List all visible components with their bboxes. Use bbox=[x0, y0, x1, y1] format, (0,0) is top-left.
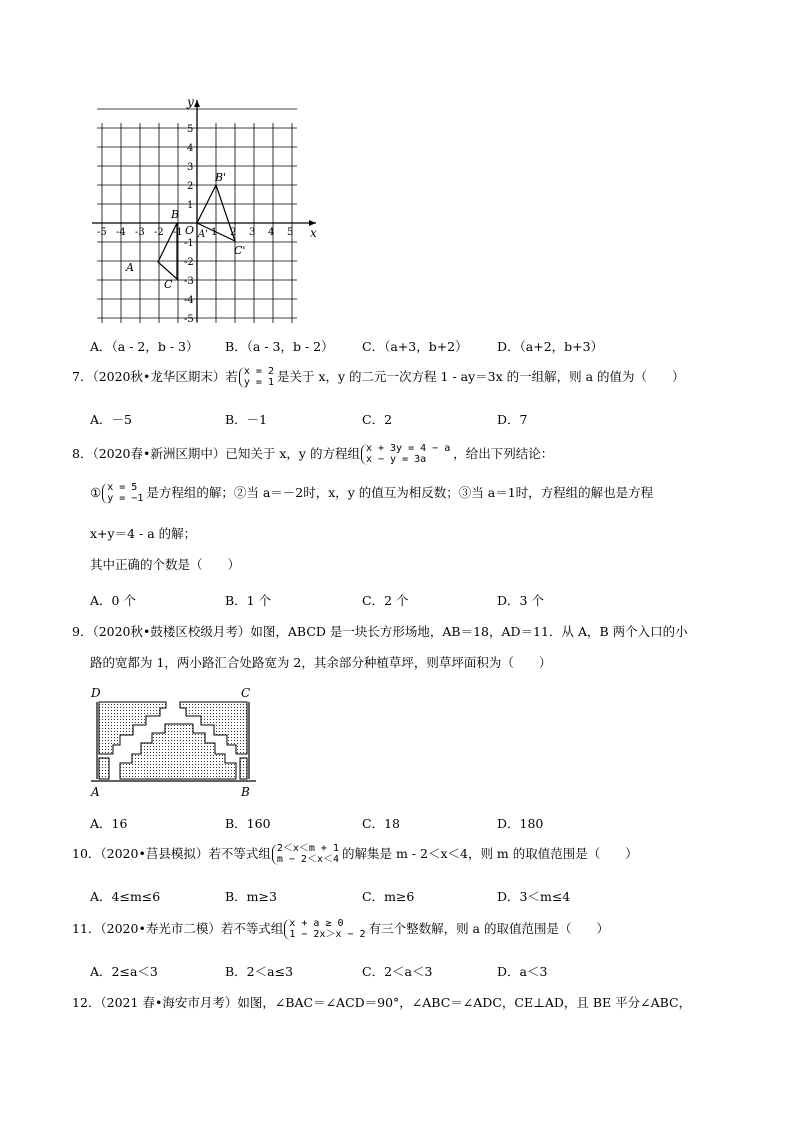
x-tick-label: 5 bbox=[287, 227, 294, 238]
x-tick-label: -4 bbox=[116, 227, 126, 238]
q8-system: x + 3y = 4 − a x − y = 3a bbox=[361, 444, 452, 465]
x-axis-label: x bbox=[310, 226, 317, 240]
q9-option-d[interactable]: D．180 bbox=[497, 816, 544, 831]
q6-option-b[interactable]: B．（a - 3，b - 2） bbox=[225, 339, 334, 354]
point-b-label: B bbox=[171, 208, 180, 221]
x-tick-label: -3 bbox=[135, 227, 145, 238]
q12-stem: 12．（2021 春•海安市月考）如图，∠BAC＝∠ACD＝90°，∠ABC＝∠ADC，CE⊥AD，且 BE 平分∠ABC， bbox=[72, 995, 692, 1010]
q8-option-d[interactable]: D．3 个 bbox=[497, 593, 544, 608]
y-tick-label: -2 bbox=[184, 257, 194, 268]
q6-option-d[interactable]: D．（a+2，b+3） bbox=[497, 339, 604, 354]
q8-conclusions: ① x = 5 y = −1 是方程组的解；②当 a＝－2时，x，y 的值互为相反数；③当 a＝1时，方程组的解也是方程 bbox=[90, 482, 654, 504]
point-a-label: A bbox=[126, 261, 134, 274]
x-tick-label: 2 bbox=[230, 227, 237, 238]
q7-option-b[interactable]: B．－1 bbox=[225, 412, 268, 427]
q8-solution-system: x = 5 y = −1 bbox=[102, 483, 145, 504]
y-axis-arrow bbox=[194, 100, 200, 107]
point-a-prime-label: A' bbox=[198, 229, 208, 240]
x-tick-label: -5 bbox=[97, 227, 107, 238]
x-tick-label: -2 bbox=[154, 227, 164, 238]
q7-option-a[interactable]: A．－5 bbox=[90, 412, 132, 427]
x-tick-label: 1 bbox=[211, 227, 218, 238]
q9-stem-line2: 路的宽都为 1，两小路汇合处路宽为 2，其余部分种植草坪，则草坪面积为（ ） bbox=[90, 655, 552, 670]
q11-option-a[interactable]: A．2≤a＜3 bbox=[90, 964, 158, 979]
y-tick-label: -5 bbox=[184, 314, 194, 325]
q10-option-a[interactable]: A．4≤m≤6 bbox=[90, 889, 161, 904]
y-tick-label: 5 bbox=[187, 124, 194, 135]
q10-option-c[interactable]: C．m≥6 bbox=[362, 889, 415, 904]
q8-option-b[interactable]: B．1 个 bbox=[225, 593, 272, 608]
label-c: C bbox=[241, 686, 251, 700]
origin-label: O bbox=[185, 224, 195, 237]
q8-line4: 其中正确的个数是（ ） bbox=[90, 557, 241, 572]
y-tick-label: 2 bbox=[187, 181, 194, 192]
q10-option-d[interactable]: D．3＜m≤4 bbox=[497, 889, 571, 904]
q7-system: x = 2 y = 1 bbox=[239, 367, 276, 388]
x-tick-label: 4 bbox=[268, 227, 275, 238]
q7-option-c[interactable]: C．2 bbox=[362, 412, 393, 427]
q11-system: x + a ≥ 0 1 − 2x＞x − 2 bbox=[284, 919, 367, 940]
lawn-left-bottom bbox=[99, 758, 109, 779]
y-axis-label: y bbox=[187, 95, 194, 109]
grid-lines bbox=[88, 109, 297, 323]
q9-option-c[interactable]: C．18 bbox=[362, 816, 400, 831]
q7-option-d[interactable]: D．7 bbox=[497, 412, 528, 427]
coordinate-grid-figure bbox=[88, 92, 328, 327]
y-tick-label: -1 bbox=[184, 238, 194, 249]
q8-option-c[interactable]: C．2 个 bbox=[362, 593, 409, 608]
label-a: A bbox=[91, 785, 100, 799]
label-b: B bbox=[241, 785, 250, 799]
lawn-figure bbox=[86, 682, 266, 802]
label-d: D bbox=[91, 686, 101, 700]
q6-option-a[interactable]: A．（a - 2，b - 3） bbox=[90, 339, 199, 354]
lawn-right-bottom bbox=[240, 758, 247, 779]
q11-option-b[interactable]: B．2＜a≤3 bbox=[225, 964, 294, 979]
point-c-label: C bbox=[164, 278, 173, 291]
q8-stem: 8．（2020春•新洲区期中）已知关于 x，y 的方程组 x + 3y = 4 − a x − y = 3a ，给出下列结论： bbox=[72, 443, 554, 465]
q9-option-a[interactable]: A．16 bbox=[90, 816, 128, 831]
q6-option-c[interactable]: C．（a+3，b+2） bbox=[362, 339, 468, 354]
q7-stem: 7．（2020秋•龙华区期末）若 x = 2 y = 1 是关于 x，y 的二元一次方程 1 - ay＝3x 的一组解，则 a 的值为（ ） bbox=[72, 366, 685, 388]
y-tick-label: -4 bbox=[184, 295, 194, 306]
q11-stem: 11．（2020•寿光市二模）若不等式组 x + a ≥ 0 1 − 2x＞x − 2 有三个整数解，则 a 的取值范围是（ ） bbox=[72, 918, 609, 940]
x-tick-label: 3 bbox=[249, 227, 256, 238]
point-c-prime-label: C' bbox=[234, 244, 246, 257]
q10-stem: 10．（2020•莒县模拟）若不等式组 2＜x＜m + 1 m − 2＜x＜4 的解集是 m - 2＜x＜4，则 m 的取值范围是（ ） bbox=[72, 843, 638, 865]
y-tick-label: 4 bbox=[187, 143, 194, 154]
q8-option-a[interactable]: A．0 个 bbox=[90, 593, 136, 608]
q10-option-b[interactable]: B．m≥3 bbox=[225, 889, 277, 904]
y-tick-label: -3 bbox=[184, 276, 194, 287]
y-tick-label: 3 bbox=[187, 162, 194, 173]
q8-line3: x+y＝4 - a 的解； bbox=[90, 526, 197, 541]
x-tick-label: -1 bbox=[173, 227, 183, 238]
q11-option-c[interactable]: C．2＜a＜3 bbox=[362, 964, 433, 979]
q10-system: 2＜x＜m + 1 m − 2＜x＜4 bbox=[272, 844, 341, 865]
q9-stem-line1: 9．（2020秋•鼓楼区校级月考）如图，ABCD 是一块长方形场地，AB＝18，AD＝11．从 A，B 两个入口的小 bbox=[72, 624, 688, 639]
point-b-prime-label: B' bbox=[215, 171, 227, 184]
q9-option-b[interactable]: B．160 bbox=[225, 816, 271, 831]
y-tick-label: 1 bbox=[187, 200, 194, 211]
q11-option-d[interactable]: D．a＜3 bbox=[497, 964, 548, 979]
